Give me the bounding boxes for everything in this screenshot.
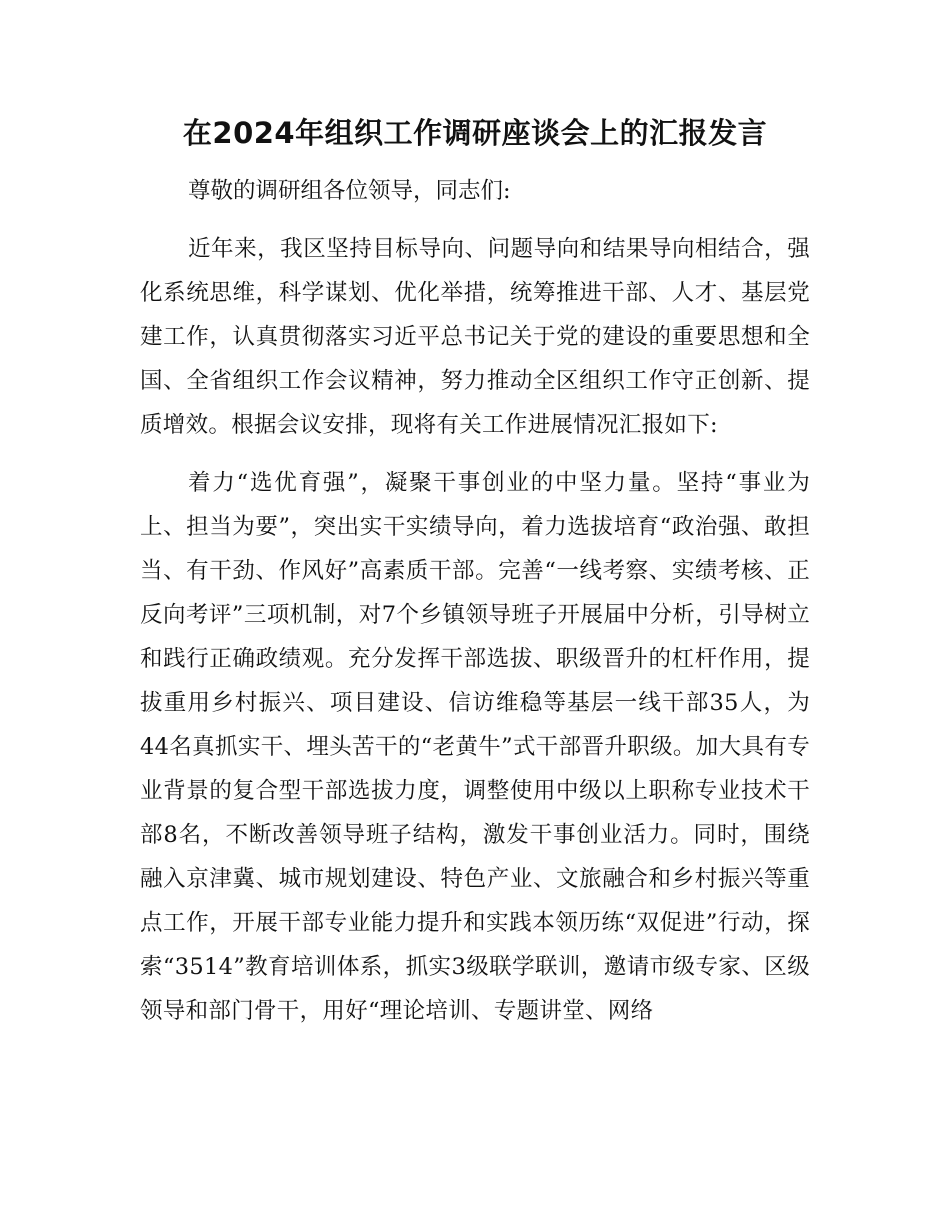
document-title: 在2024年组织工作调研座谈会上的汇报发言 — [182, 116, 768, 150]
paragraph-intro: 近年来，我区坚持目标导向、问题导向和结果导向相结合，强化系统思维，科学谋划、优化举措，统筹推进干部、人才、基层党建工作，认真贯彻落实习近平总书记关于党的建设的重要思想和全国、全省组织工作会议精神，努力推动全区组织工作守正创新、提质增效。根据会议安排，现将有关工作进展情况汇报如下: — [140, 236, 810, 438]
paragraph-cadre-selection: 着力“选优育强”，凝聚干事创业的中坚力量。坚持“事业为上、担当为要”，突出实干实绩导向，着力选拔培育“政治强、敢担当、有干劲、作风好”高素质干部。完善“一线考察、实绩考核、正反向考评”三项机制，对7个乡镇领导班子开展届中分析，引导树立和践行正确政绩观。充分发挥干部选拔、职级晋升的杠杆作用，提拔重用乡村振兴、项目建设、信访维稳等基层一线干部35人，为44名真抓实干、埋头苦干的“老黄牛”式干部晋升职级。加大具有专业背景的复合型干部选拔力度，调整使用中级以上职称专业技术干部8名，不断改善领导班子结构，激发干事创业活力。同时，围绕融入京津冀、城市规划建设、特色产业、文旅融合和乡村振兴等重点工作，开展干部专业能力提升和实践本领历练“双促进”行动，探索“3514”教育培训体系，抓实3级联学联训，邀请市级专家、区级领导和部门骨干，用好“理论培训、专题讲堂、网络 — [140, 470, 810, 1024]
salutation: 尊敬的调研组各位领导，同志们: — [188, 178, 511, 204]
